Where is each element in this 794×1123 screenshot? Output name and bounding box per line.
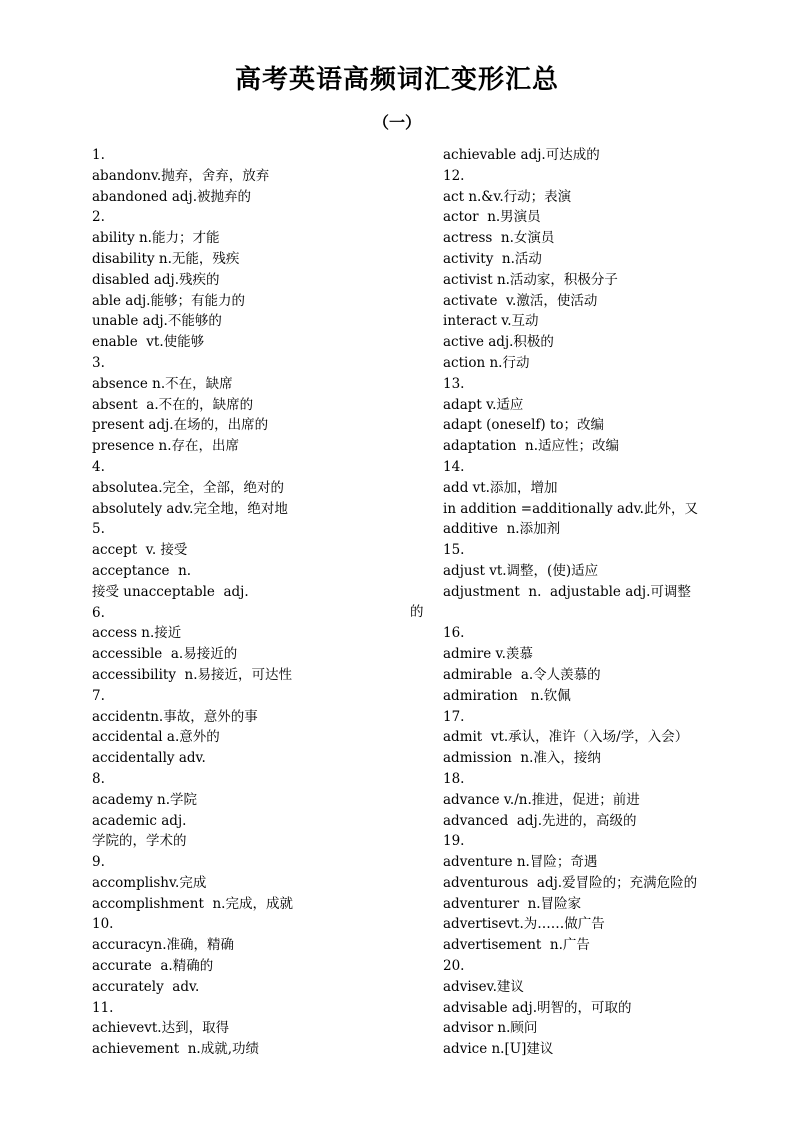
vocab-line: academy n.学院 xyxy=(92,791,197,808)
vocab-line: admission n.准入，接纳 xyxy=(443,750,601,767)
page-subtitle: （一） xyxy=(372,113,421,132)
entry-number: 8. xyxy=(92,770,105,787)
vocab-line: activity n.活动 xyxy=(443,250,542,267)
vocab-line: act n.&v.行动；表演 xyxy=(443,188,572,205)
vocab-line: absolutely adv.完全地，绝对地 xyxy=(92,500,288,517)
vocab-line: advisable adj.明智的，可取的 xyxy=(443,999,632,1016)
entry-number: 11. xyxy=(92,999,114,1016)
vocab-line: admirable a.令人羡慕的 xyxy=(443,666,601,683)
vocab-line: adjustment n. adjustable adj.可调整 xyxy=(443,583,691,600)
vocab-line: access n.接近 xyxy=(92,625,182,642)
vocab-line: adjust vt.调整，(使)适应 xyxy=(443,562,599,579)
vocab-line: accessibility n.易接近，可达性 xyxy=(92,666,293,683)
vocab-line: admiration n.钦佩 xyxy=(443,687,571,704)
right-column xyxy=(443,145,743,1060)
entry-number: 5. xyxy=(92,521,105,538)
vocab-line: action n.行动 xyxy=(443,354,530,371)
vocab-line: adapt (oneself) to；改编 xyxy=(443,417,605,434)
vocab-line: academic adj. xyxy=(92,812,187,829)
vocab-line: accurate a.精确的 xyxy=(92,958,214,975)
vocab-line: add vt.添加，增加 xyxy=(443,479,558,496)
entry-number: 1. xyxy=(92,147,105,163)
vocab-line: admit vt.承认，准许（入场/学，入会） xyxy=(443,729,689,746)
vocab-line: abandonv.抛弃，舍弃，放弃 xyxy=(92,167,270,184)
entry-number: 16. xyxy=(443,625,465,642)
vocab-line: additive n.添加剂 xyxy=(443,521,561,538)
entry-number: 12. xyxy=(443,167,465,184)
vocab-line: absolutea.完全，全部，绝对的 xyxy=(92,479,285,496)
vocab-line: accidentally adv. xyxy=(92,750,206,767)
vocab-line: in addition =additionally adv.此外，又 xyxy=(443,500,698,517)
vocab-line: enable vt.使能够 xyxy=(92,334,205,351)
entry-number: 7. xyxy=(92,687,105,704)
vocab-line: abandoned adj.被抛弃的 xyxy=(92,188,251,205)
vocab-line: advertisevt.为……做广告 xyxy=(443,916,605,933)
vocab-line: advance v./n.推进，促进；前进 xyxy=(443,791,640,808)
vocab-line: adventurer n.冒险家 xyxy=(443,895,582,912)
vocab-line: disabled adj.残疾的 xyxy=(92,271,220,288)
entry-number: 2. xyxy=(92,209,105,226)
vocab-line: accessible a.易接近的 xyxy=(92,646,238,663)
vocab-line: adaptation n.适应性；改编 xyxy=(443,438,619,455)
entry-number: 9. xyxy=(92,854,105,871)
entry-number: 13. xyxy=(443,375,465,392)
vocab-line: accomplishv.完成 xyxy=(92,874,207,891)
vocab-line: adventurous adj.爱冒险的；充满危险的 xyxy=(443,874,698,891)
entry-number: 3. xyxy=(92,354,105,371)
vocab-line: adventure n.冒险；奇遇 xyxy=(443,854,598,871)
vocab-line xyxy=(443,603,743,624)
entry-number: 14. xyxy=(443,458,465,475)
vocab-line: advisor n.顾问 xyxy=(443,1020,538,1037)
vocab-line: admire v.羡慕 xyxy=(443,646,533,663)
vocab-line: presence n.存在，出席 xyxy=(92,438,240,455)
vocab-line: advertisement n.广告 xyxy=(443,937,590,954)
vocab-line: acceptance n. xyxy=(92,562,192,579)
vocab-line: accurately adv. xyxy=(92,978,200,995)
wrapped-fragment: 的 xyxy=(410,604,424,620)
entry-number: 19. xyxy=(443,833,465,850)
vocab-line: advice n.[U]建议 xyxy=(443,1041,554,1058)
vocab-line: absent a.不在的，缺席的 xyxy=(92,396,254,413)
page-title: 高考英语高频词汇变形汇总 xyxy=(234,65,559,95)
entry-number: 10. xyxy=(92,916,114,933)
vocab-line: advanced adj.先进的，高级的 xyxy=(443,812,637,829)
vocab-line: adapt v.适应 xyxy=(443,396,524,413)
entry-number: 15. xyxy=(443,542,465,559)
vocab-line: achievevt.达到，取得 xyxy=(92,1020,230,1037)
entry-number: 18. xyxy=(443,770,465,787)
vocab-line: actor n.男演员 xyxy=(443,209,541,226)
left-column xyxy=(92,145,437,1060)
vocab-line: achievable adj.可达成的 xyxy=(443,147,600,163)
vocab-line: advisev.建议 xyxy=(443,978,524,995)
vocab-line: ability n.能力；才能 xyxy=(92,230,220,247)
vocab-line: accidental a.意外的 xyxy=(92,729,220,746)
entry-number: 6. xyxy=(92,604,105,621)
vocab-line: accept v. 接受 xyxy=(92,542,188,559)
vocab-line: absence n.不在，缺席 xyxy=(92,375,233,392)
vocab-line: able adj.能够；有能力的 xyxy=(92,292,245,309)
vocab-line: accuracyn.准确，精确 xyxy=(92,937,235,954)
vocab-line: 接受 unacceptable adj. xyxy=(92,583,249,600)
vocab-line: present adj.在场的，出席的 xyxy=(92,417,269,434)
vocab-line: active adj.积极的 xyxy=(443,334,554,351)
vocab-line: activate v.激活，使活动 xyxy=(443,292,598,309)
vocab-line: unable adj.不能够的 xyxy=(92,313,222,330)
vocab-line: accidentn.事故，意外的事 xyxy=(92,708,258,725)
vocab-line: disability n.无能，残疾 xyxy=(92,250,240,267)
entry-number: 20. xyxy=(443,958,465,975)
vocab-line: interact v.互动 xyxy=(443,313,539,330)
vocab-line: accomplishment n.完成，成就 xyxy=(92,895,293,912)
vocab-line: 学院的，学术的 xyxy=(92,833,187,850)
vocab-line: achievement n.成就,功绩 xyxy=(92,1041,259,1058)
vocab-line: activist n.活动家，积极分子 xyxy=(443,271,618,288)
vocab-line: actress n.女演员 xyxy=(443,230,555,247)
entry-number: 17. xyxy=(443,708,465,725)
entry-number: 4. xyxy=(92,458,105,475)
